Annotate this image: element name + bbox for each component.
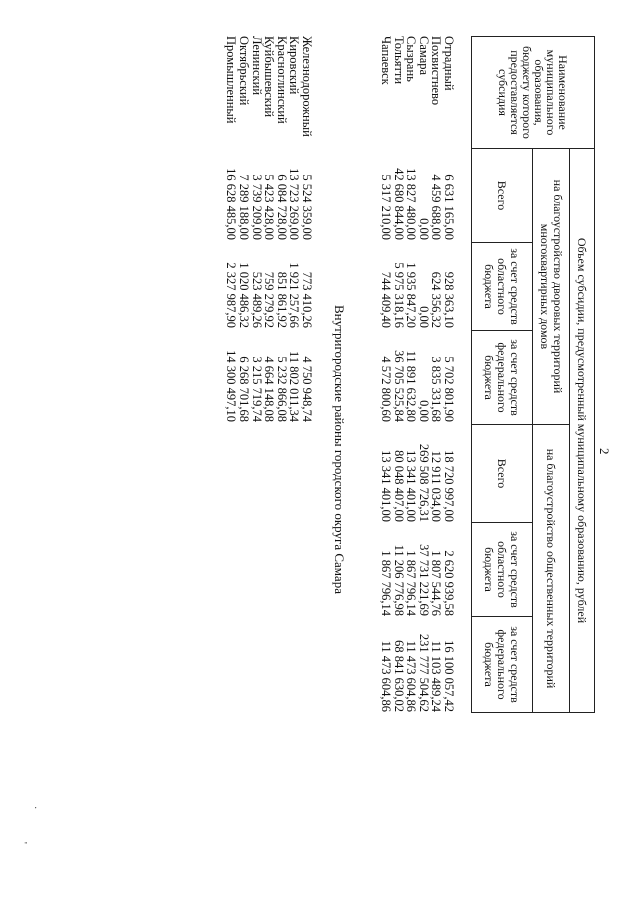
row-name: Тольятти xyxy=(391,36,406,85)
subheader-total: Всего xyxy=(472,149,533,243)
cell-total: 7 289 188,00 xyxy=(237,174,252,240)
cell-regional: 1 921 257,66 xyxy=(287,262,302,328)
cell-federal: 68 841 630,02 xyxy=(391,640,406,712)
row-name: Железнодорожный xyxy=(300,36,314,137)
page-number: 2 xyxy=(597,448,612,455)
cell-total: 13 341 401,00 xyxy=(379,450,394,522)
row-name: Красноглинский xyxy=(274,36,289,124)
column-header-name: Наименование муниципального образования, бюджету которого предоставляется субсидия xyxy=(472,37,595,149)
cell-total: 13 827 480,00 xyxy=(404,168,419,240)
cell-total: 6 631 165,00 xyxy=(442,174,456,240)
cell-total: 5 317 210,00 xyxy=(379,174,394,240)
row-name: Ленинский xyxy=(249,36,264,96)
cell-federal: 16 100 057,42 xyxy=(442,640,456,712)
subheader-federal: за счет средств федерального бюджета xyxy=(472,617,533,713)
cell-federal: 231 777 504,62 xyxy=(416,633,431,712)
cell-regional: 1 807 544,76 xyxy=(429,550,444,616)
cell-total: 5 524 359,00 xyxy=(300,174,314,240)
cell-federal: 4 572 800,60 xyxy=(379,356,394,422)
cell-federal: 3 835 331,68 xyxy=(429,356,444,422)
row-name: Похвистнево xyxy=(429,36,444,106)
cell-regional: 773 410,26 xyxy=(300,271,314,328)
group-header-courtyards: на благоустройство дворовых территорий многоквартирных домов xyxy=(533,149,570,425)
row-name: Кировский xyxy=(287,36,302,95)
cell-total: 269 508 726,31 xyxy=(416,443,431,522)
cell-regional: 2 327 987,90 xyxy=(224,262,239,328)
cell-federal: 0,00 xyxy=(416,400,431,422)
cell-total: 0,00 xyxy=(416,218,431,240)
cell-federal: 14 300 497,10 xyxy=(224,350,239,422)
cell-total: 80 048 407,00 xyxy=(391,450,406,522)
cell-federal: 6 268 701,68 xyxy=(237,356,252,422)
cell-regional: 1 867 796,14 xyxy=(379,550,394,616)
row-name: Самара xyxy=(416,36,431,76)
row-name: Отрадный xyxy=(442,36,456,91)
cell-federal: 4 750 948,74 xyxy=(300,356,314,422)
cell-federal: 11 802 011,34 xyxy=(287,351,302,422)
cell-regional: 851 861,92 xyxy=(274,271,289,328)
group-header-public: на благоустройство общественных территорий xyxy=(533,425,570,713)
row-name: Чапаевск xyxy=(379,36,394,85)
cell-total: 42 680 844,00 xyxy=(391,168,406,240)
cell-federal: 36 705 525,84 xyxy=(391,350,406,422)
cell-federal: 3 215 719,74 xyxy=(249,356,264,422)
cell-regional: 1 867 796,14 xyxy=(404,550,419,616)
cell-regional: 928 363,10 xyxy=(442,271,456,328)
cell-total: 13 723 269,00 xyxy=(287,168,302,240)
row-name: Октябрьский xyxy=(237,36,252,106)
subheader-total: Всего xyxy=(472,425,533,523)
cell-regional: 624 356,32 xyxy=(429,271,444,328)
subheader-federal: за счет средств федерального бюджета xyxy=(472,331,533,425)
cell-federal: 5 702 801,90 xyxy=(442,356,456,422)
main-title: Объем субсидии, предусмотренный муниципальному образованию, рублей xyxy=(570,149,595,713)
cell-federal: 11 473 604,86 xyxy=(404,640,419,712)
row-name: Куйбышевский xyxy=(262,36,277,118)
cell-regional: 1 935 847,20 xyxy=(404,262,419,328)
cell-total: 18 720 997,00 xyxy=(442,450,456,522)
subsidy-table-header xyxy=(471,36,595,713)
cell-total: 5 423 428,00 xyxy=(262,174,277,240)
row-name: Сызрань xyxy=(404,36,419,82)
cell-total: 4 459 688,00 xyxy=(429,174,444,240)
cell-total: 16 628 485,00 xyxy=(224,168,239,240)
cell-regional: 2 620 939,58 xyxy=(442,550,456,616)
cell-regional: 0,00 xyxy=(416,306,431,328)
subheader-regional: за счет средств областного бюджета xyxy=(472,243,533,331)
cell-total: 12 911 034,00 xyxy=(429,450,444,522)
cell-total: 3 739 209,00 xyxy=(249,174,264,240)
cell-regional: 744 409,40 xyxy=(379,271,394,328)
cell-federal: 4 664 148,08 xyxy=(262,356,277,422)
cell-total: 13 341 401,00 xyxy=(404,450,419,522)
cell-federal: 11 891 632,80 xyxy=(404,350,419,422)
cell-regional: 11 206 776,98 xyxy=(391,544,406,616)
cell-federal: 5 232 866,08 xyxy=(274,356,289,422)
section-title: Внутригородские районы городского округа Самара xyxy=(332,305,347,594)
cell-federal: 11 473 604,86 xyxy=(379,640,394,712)
scan-speck: · xyxy=(29,806,40,810)
row-name: Промышленный xyxy=(224,36,239,124)
cell-regional: 759 279,92 xyxy=(262,271,277,328)
cell-regional: 523 489,26 xyxy=(249,271,264,328)
cell-regional: 1 020 486,32 xyxy=(237,262,252,328)
cell-regional: 37 731 221,69 xyxy=(416,544,431,616)
scan-speck: ' xyxy=(17,842,28,844)
subheader-regional: за счет средств областного бюджета xyxy=(472,523,533,617)
cell-total: 6 084 728,00 xyxy=(274,174,289,240)
cell-regional: 5 975 318,16 xyxy=(391,262,406,328)
cell-federal: 11 103 489,24 xyxy=(429,640,444,712)
